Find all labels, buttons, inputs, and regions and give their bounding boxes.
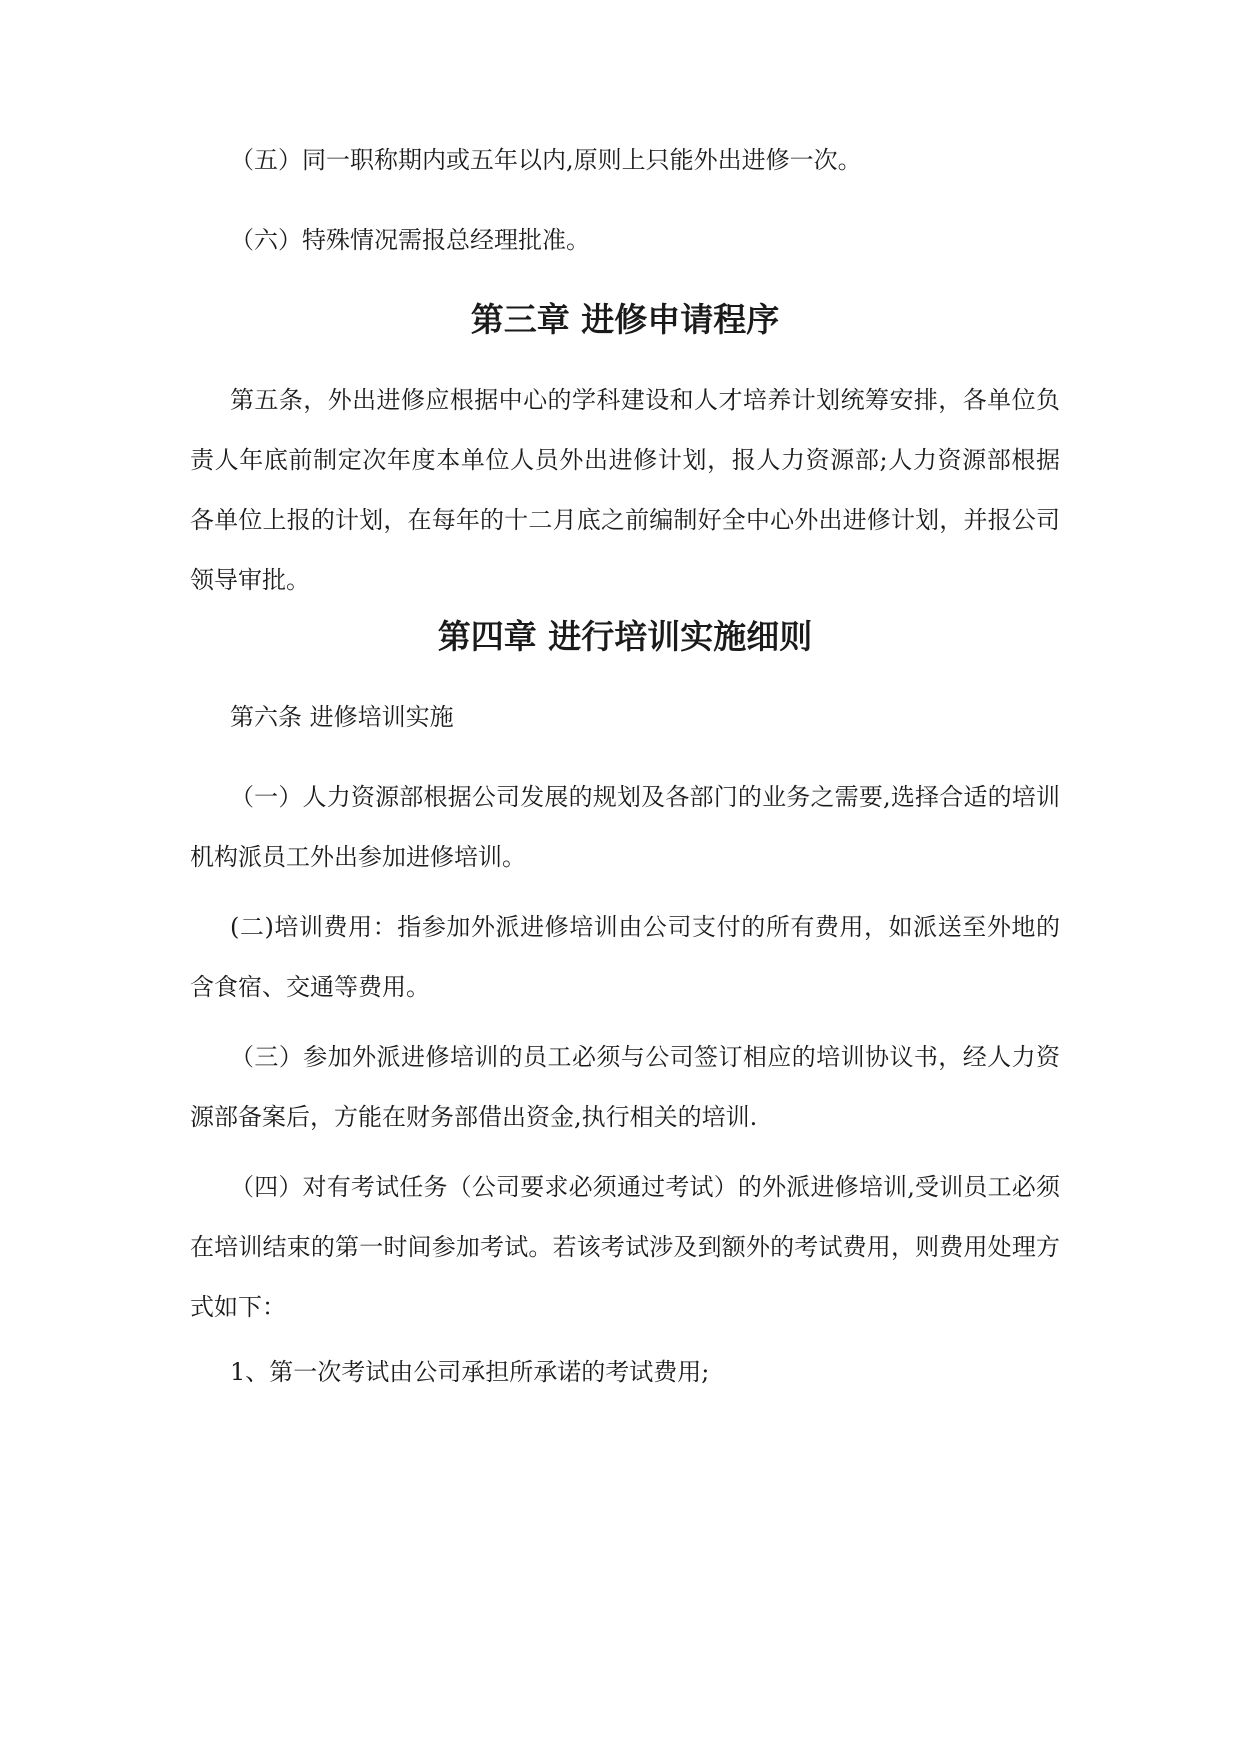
clause-1-paragraph: （一）人力资源部根据公司发展的规划及各部门的业务之需要,选择合适的培训机构派员工外出参加进修培训。: [190, 783, 1060, 871]
item-5-paragraph: （五）同一职称期内或五年以内,原则上只能外出进修一次。: [230, 146, 862, 174]
item-6-paragraph: （六）特殊情况需报总经理批准。: [230, 226, 590, 254]
chapter-4-heading: 第四章 进行培训实施细则: [437, 617, 813, 656]
clause-4-paragraph: （四）对有考试任务（公司要求必须通过考试）的外派进修培训,受训员工必须在培训结束的第一时间参加考试。若该考试涉及到额外的考试费用，则费用处理方式如下：: [190, 1173, 1060, 1321]
clause-3-paragraph: （三）参加外派进修培训的员工必须与公司签订相应的培训协议书，经人力资源部备案后，方能在财务部借出资金,执行相关的培训.: [190, 1043, 1060, 1131]
article-5-paragraph: 第五条，外出进修应根据中心的学科建设和人才培养计划统筹安排，各单位负责人年底前制定次年度本单位人员外出进修计划，报人力资源部;人力资源部根据各单位上报的计划，在每年的十二月底之前编制好全中心外出进修计划，并报公司领导审批。: [190, 386, 1060, 594]
chapter-3-heading: 第三章 进修申请程序: [470, 300, 780, 339]
article-6-title: 第六条 进修培训实施: [230, 703, 454, 731]
sub-item-1-paragraph: 1、第一次考试由公司承担所承诺的考试费用;: [230, 1358, 710, 1386]
clause-2-paragraph: (二)培训费用：指参加外派进修培训由公司支付的所有费用，如派送至外地的含食宿、交通等费用。: [190, 913, 1060, 1001]
